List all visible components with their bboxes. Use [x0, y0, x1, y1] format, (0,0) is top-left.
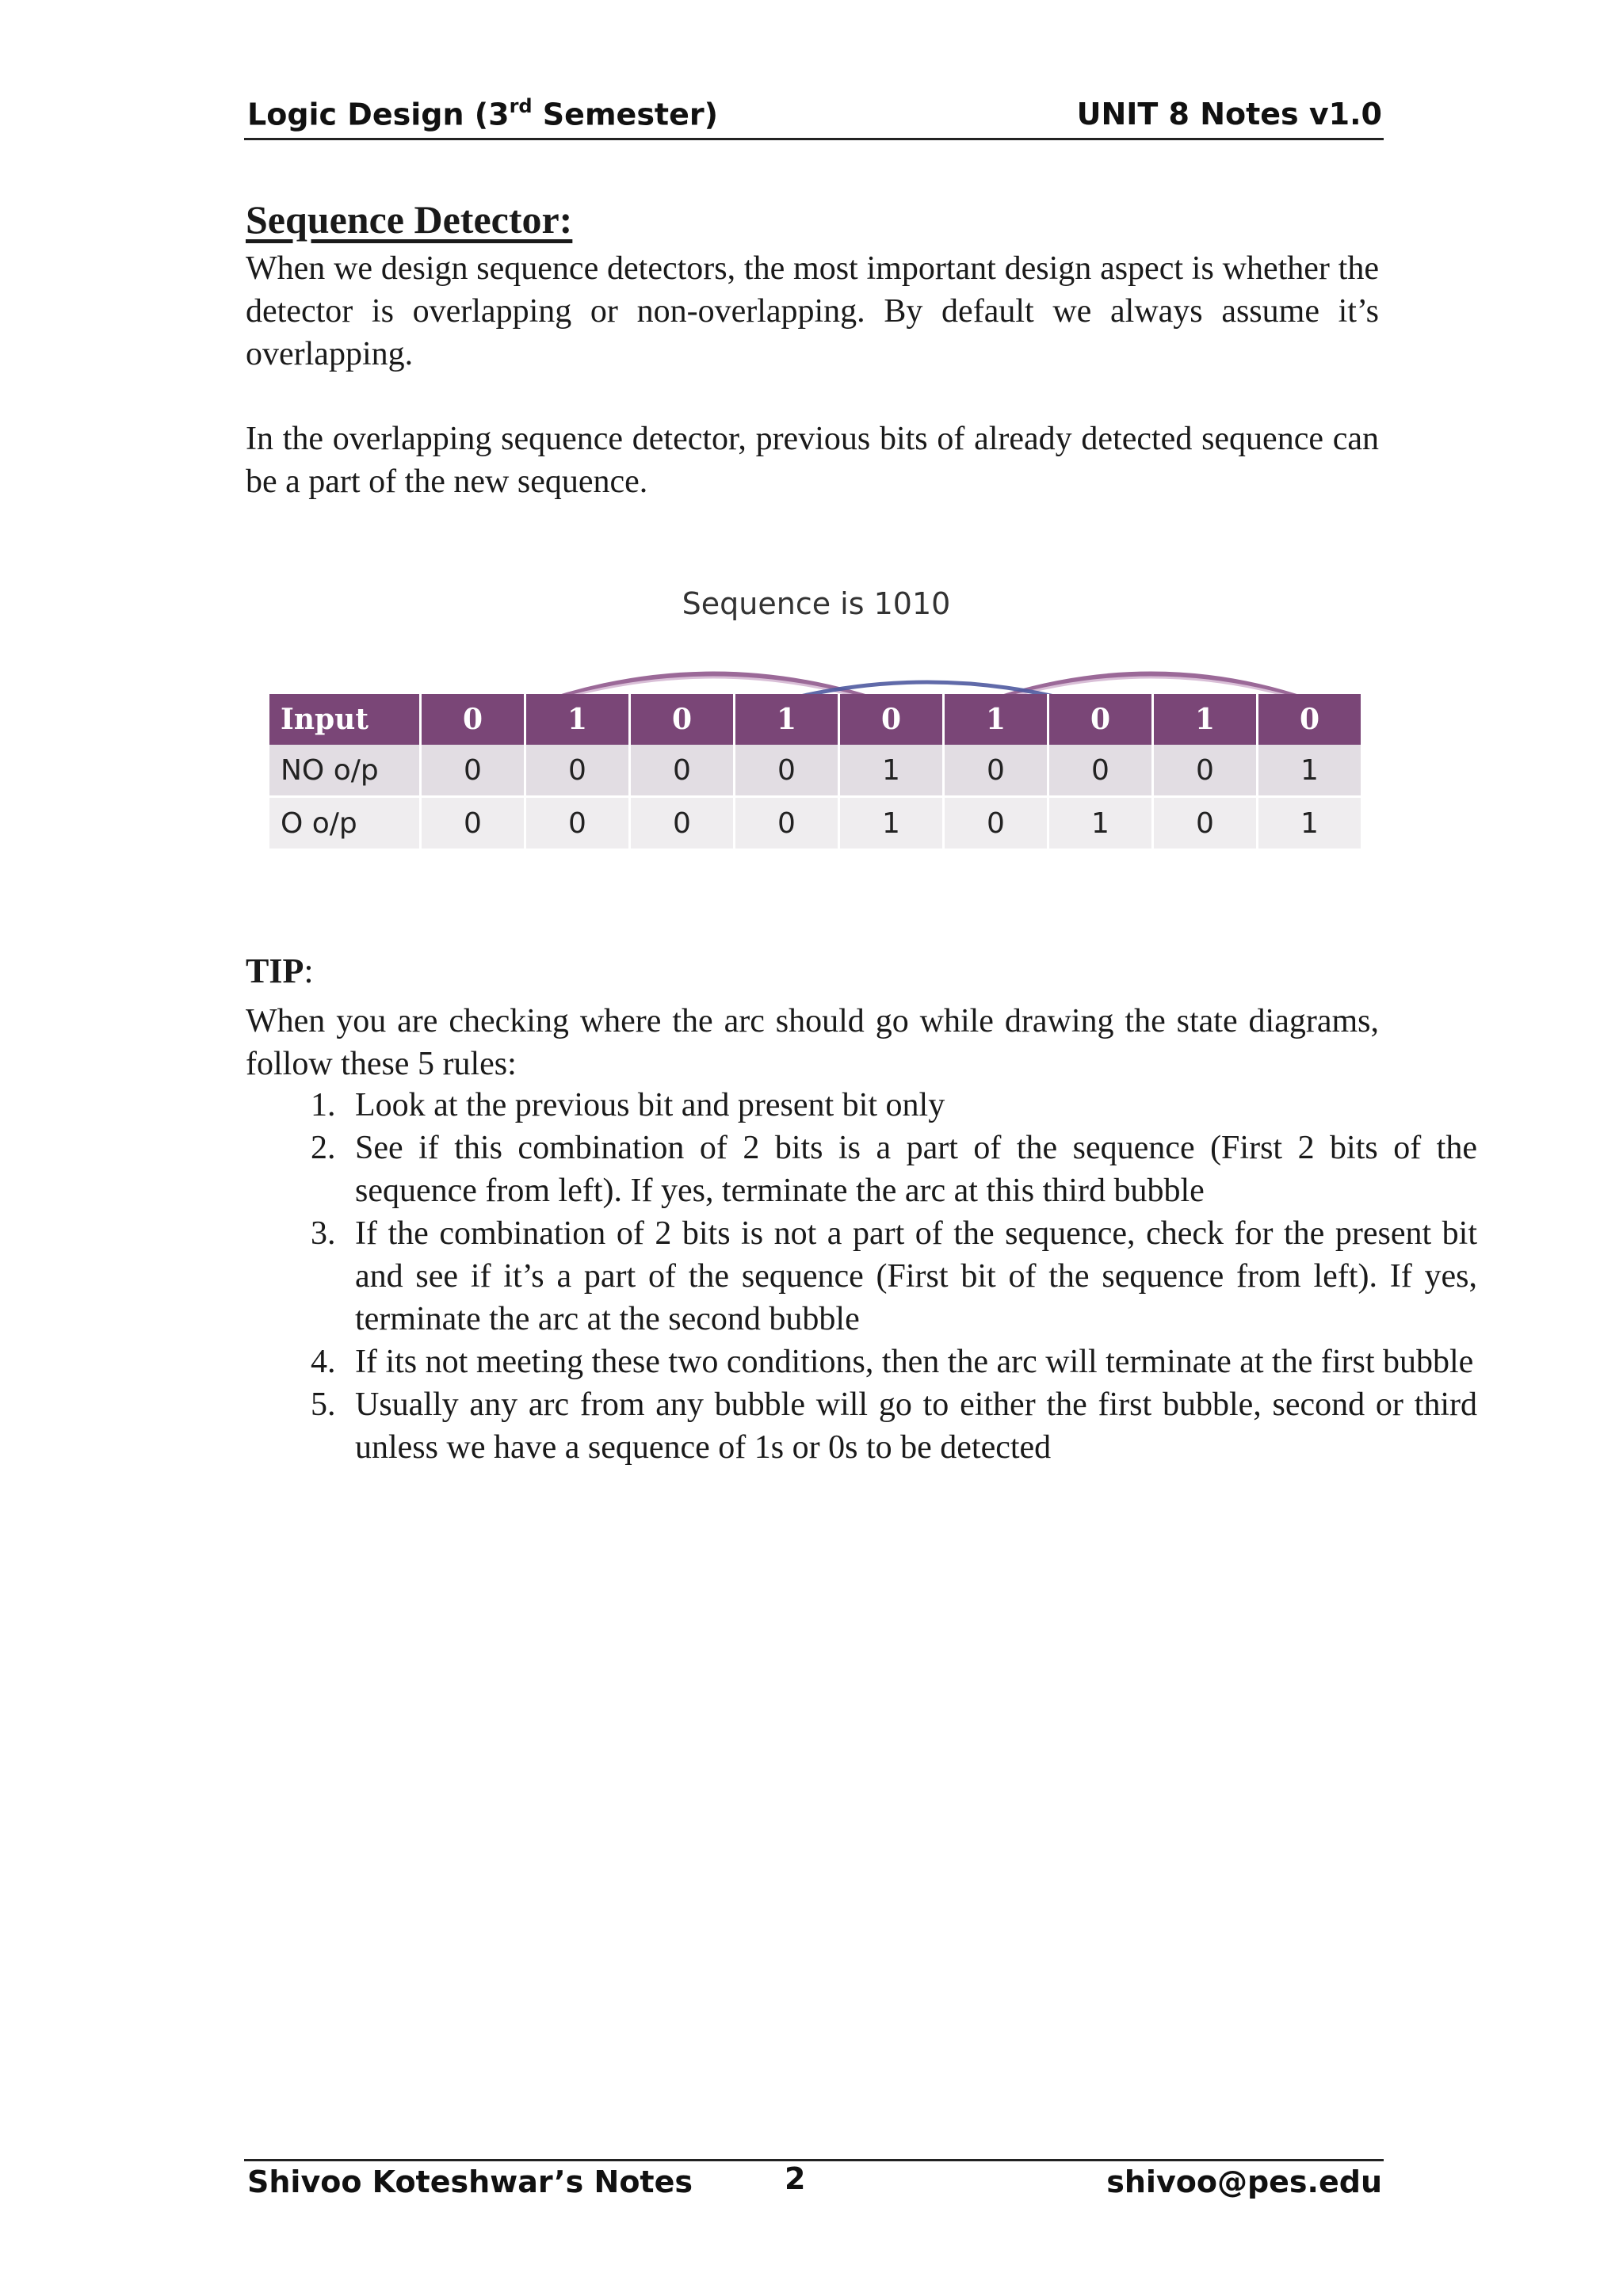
footer-author: Shivoo Koteshwar’s Notes [247, 2164, 693, 2199]
header-course-title: Logic Design (3rd Semester) [247, 95, 718, 132]
table-cell: 0 [944, 797, 1048, 849]
table-cell: 0 [735, 745, 839, 797]
table-cell: 0 [735, 797, 839, 849]
table-cell: 0 [630, 694, 735, 745]
header-divider [244, 138, 1384, 140]
list-item: 4. If its not meeting these two conditions, then the arc will terminate at the first bubble [344, 1341, 1477, 1383]
table-cell: 1 [1048, 797, 1153, 849]
table-cell: 0 [944, 745, 1048, 797]
sequence-table [269, 694, 1363, 849]
table-cell: 1 [944, 694, 1048, 745]
table-cell: 1 [839, 745, 944, 797]
table-cell: 0 [1048, 745, 1153, 797]
footer-divider [244, 2159, 1384, 2161]
table-row-o-output [269, 797, 1362, 849]
table-cell: 0 [1153, 745, 1258, 797]
table-cell: 1 [1258, 745, 1362, 797]
tip-intro: When you are checking where the arc should go while drawing the state diagrams, follow these 5 rules: [246, 1003, 1379, 1082]
rules-list [246, 1084, 1477, 1469]
list-item: 3. If the combination of 2 bits is not a part of the sequence, check for the present bit and see if it’s a part of the sequence (First bit of the sequence from left). If yes, terminate the arc at the second bubble [344, 1212, 1477, 1341]
header-unit-label: UNIT 8 Notes v1.0 [1076, 97, 1382, 132]
footer-email: shivoo@pes.edu [1106, 2164, 1382, 2199]
table-cell: 0 [525, 797, 630, 849]
table-cell: 1 [839, 797, 944, 849]
row-header: NO o/p [269, 745, 421, 797]
sequence-label: Sequence is 1010 [682, 586, 951, 621]
table-cell: 0 [421, 694, 525, 745]
list-item: 1. Look at the previous bit and present bit only [344, 1084, 1477, 1127]
table-cell: 0 [421, 797, 525, 849]
table-cell: 1 [1258, 797, 1362, 849]
list-item: 5. Usually any arc from any bubble will go to either the first bubble, second or third unless we have a sequence of 1s or 0s to be detected [344, 1383, 1477, 1469]
table-cell: 0 [839, 694, 944, 745]
table-cell: 1 [735, 694, 839, 745]
row-header: O o/p [269, 797, 421, 849]
table-cell: 0 [630, 745, 735, 797]
intro-paragraph: When we design sequence detectors, the most important design aspect is whether the detector is overlapping or non-overlapping. By default we always assume it’s overlapping. [246, 250, 1379, 372]
table-cell: 1 [1153, 694, 1258, 745]
table-cell: 0 [1048, 694, 1153, 745]
table-cell: 0 [1153, 797, 1258, 849]
table-row-input [269, 694, 1362, 745]
table-cell: 0 [525, 745, 630, 797]
page-number: 2 [785, 2161, 806, 2196]
table-cell: 0 [630, 797, 735, 849]
overlap-paragraph: In the overlapping sequence detector, previous bits of already detected sequence can be a part of the new sequence. [246, 421, 1379, 500]
list-item: 2. See if this combination of 2 bits is a part of the sequence (First 2 bits of the sequence from left). If yes, terminate the arc at this third bubble [344, 1127, 1477, 1212]
table-cell: 0 [421, 745, 525, 797]
table-cell: 1 [525, 694, 630, 745]
table-cell: 0 [1258, 694, 1362, 745]
section-title: Sequence Detector: [246, 197, 573, 242]
sequence-diagram [269, 586, 1363, 856]
row-header: Input [269, 694, 421, 745]
table-row-no-output [269, 745, 1362, 797]
tip-heading: TIP: [246, 952, 314, 990]
